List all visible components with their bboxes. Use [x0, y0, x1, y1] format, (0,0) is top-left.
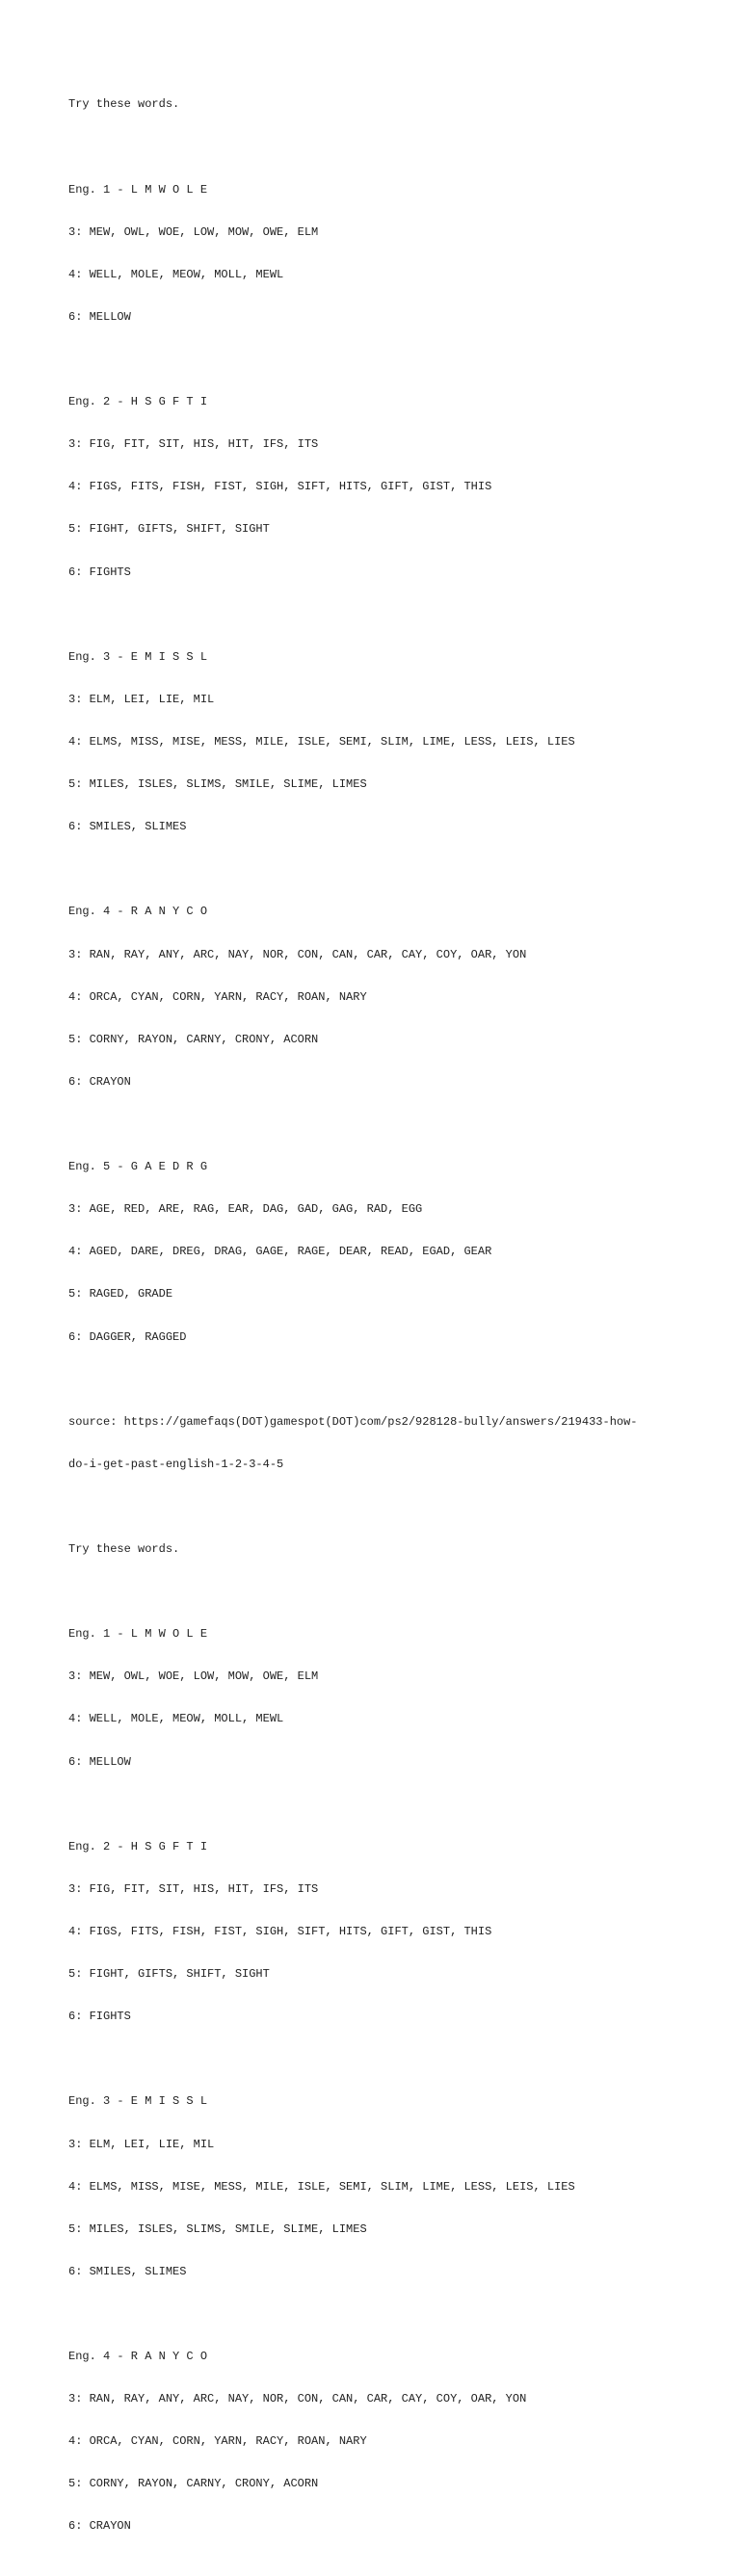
word-line: 4: WELL, MOLE, MEOW, MOLL, MEWL [68, 267, 284, 281]
word-line: 6: MELLOW [68, 309, 131, 324]
group-heading: Eng. 2 - H S G F T I [68, 1839, 208, 1853]
word-line: 5: FIGHT, GIFTS, SHIFT, SIGHT [68, 522, 270, 537]
word-line: 5: MILES, ISLES, SLIMS, SMILE, SLIME, LIMES [68, 2221, 367, 2236]
word-line: 6: FIGHTS [68, 565, 131, 579]
word-group-eng-2 [68, 1811, 704, 2052]
word-line: 3: FIG, FIT, SIT, HIS, HIT, IFS, ITS [68, 1881, 319, 1896]
word-line: 4: FIGS, FITS, FISH, FIST, SIGH, SIFT, HITS, GIFT, GIST, THIS [68, 1924, 492, 1938]
word-group-eng-4 [68, 877, 704, 1117]
word-group-eng-3 [68, 621, 704, 862]
word-line: 6: FIGHTS [68, 2010, 131, 2024]
word-line: 3: MEW, OWL, WOE, LOW, MOW, OWE, ELM [68, 1669, 319, 1684]
word-line: 3: ELM, LEI, LIE, MIL [68, 2137, 215, 2151]
word-line: 4: ORCA, CYAN, CORN, YARN, RACY, ROAN, NARY [68, 989, 367, 1004]
word-line: 3: RAN, RAY, ANY, ARC, NAY, NOR, CON, CAN, CAR, CAY, COY, OAR, YON [68, 947, 527, 961]
word-line: 6: DAGGER, RAGGED [68, 1329, 187, 1344]
group-heading: Eng. 3 - E M I S S L [68, 2094, 208, 2109]
word-line: 5: RAGED, GRADE [68, 1287, 173, 1301]
word-group-eng-4 [68, 2322, 704, 2563]
word-line: 6: SMILES, SLIMES [68, 820, 187, 834]
source-line: do-i-get-past-english-1-2-3-4-5 [68, 1457, 284, 1471]
word-group-eng-5 [68, 1132, 704, 1373]
word-line: 3: RAN, RAY, ANY, ARC, NAY, NOR, CON, CAN, CAR, CAY, COY, OAR, YON [68, 2392, 527, 2406]
word-line: 4: ELMS, MISS, MISE, MESS, MILE, ISLE, SEMI, SLIM, LIME, LESS, LEIS, LIES [68, 2179, 575, 2194]
document-page [68, 69, 704, 2576]
word-line: 4: ORCA, CYAN, CORN, YARN, RACY, ROAN, NARY [68, 2434, 367, 2449]
word-line: 4: WELL, MOLE, MEOW, MOLL, MEWL [68, 1712, 284, 1726]
word-line: 4: FIGS, FITS, FISH, FIST, SIGH, SIFT, HITS, GIFT, GIST, THIS [68, 480, 492, 494]
intro-paragraph [68, 69, 704, 141]
word-line: 6: CRAYON [68, 2519, 131, 2534]
word-line: 6: SMILES, SLIMES [68, 2264, 187, 2278]
group-heading: Eng. 4 - R A N Y C O [68, 2350, 208, 2364]
word-line: 5: CORNY, RAYON, CARNY, CRONY, ACORN [68, 2477, 319, 2491]
group-heading: Eng. 2 - H S G F T I [68, 395, 208, 409]
word-line: 4: AGED, DARE, DREG, DRAG, GAGE, RAGE, DEAR, READ, EGAD, GEAR [68, 1245, 492, 1259]
word-line: 3: AGE, RED, ARE, RAG, EAR, DAG, GAD, GAG, RAD, EGG [68, 1202, 423, 1217]
word-group-eng-1 [68, 154, 704, 353]
source-citation [68, 1386, 704, 1500]
word-line: 6: CRAYON [68, 1074, 131, 1089]
word-line: 5: CORNY, RAYON, CARNY, CRONY, ACORN [68, 1032, 319, 1046]
word-group-eng-2 [68, 367, 704, 608]
word-group-eng-3 [68, 2066, 704, 2307]
group-heading: Eng. 4 - R A N Y C O [68, 905, 208, 919]
group-heading: Eng. 1 - L M W O L E [68, 1627, 208, 1642]
group-heading: Eng. 1 - L M W O L E [68, 182, 208, 197]
word-line: 3: FIG, FIT, SIT, HIS, HIT, IFS, ITS [68, 437, 319, 452]
text-line: Try these words. [68, 1542, 180, 1557]
word-line: 5: MILES, ISLES, SLIMS, SMILE, SLIME, LIMES [68, 777, 367, 792]
word-line: 4: ELMS, MISS, MISE, MESS, MILE, ISLE, SEMI, SLIM, LIME, LESS, LEIS, LIES [68, 735, 575, 749]
word-line: 5: FIGHT, GIFTS, SHIFT, SIGHT [68, 1967, 270, 1982]
source-line: source: https://gamefaqs(DOT)gamespot(DOT)com/ps2/928128-bully/answers/219433-how- [68, 1414, 638, 1429]
text-line: Try these words. [68, 97, 180, 112]
word-group-eng-1 [68, 1599, 704, 1798]
word-line: 3: MEW, OWL, WOE, LOW, MOW, OWE, ELM [68, 224, 319, 239]
group-heading: Eng. 5 - G A E D R G [68, 1160, 208, 1174]
intro-paragraph [68, 1514, 704, 1586]
word-line: 3: ELM, LEI, LIE, MIL [68, 692, 215, 706]
group-heading: Eng. 3 - E M I S S L [68, 649, 208, 664]
word-line: 6: MELLOW [68, 1754, 131, 1769]
